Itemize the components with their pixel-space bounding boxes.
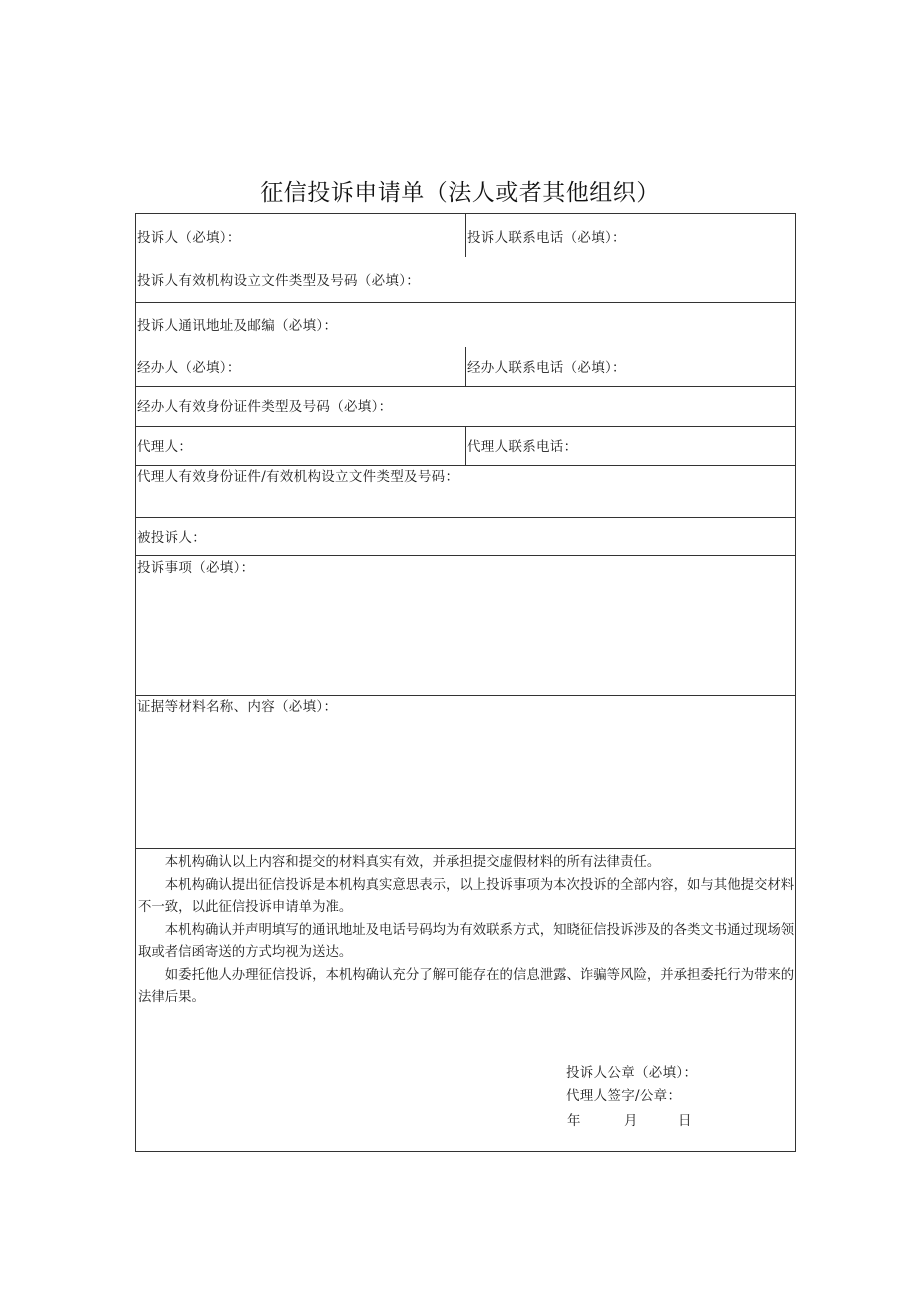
- respondent-field[interactable]: 被投诉人：: [137, 530, 206, 546]
- date-year[interactable]: 年: [567, 1113, 581, 1129]
- row-divider: [136, 517, 795, 518]
- declaration-paragraph: 本机构确认并声明填写的通讯地址及电话号码均为有效联系方式，知晓征信投诉涉及的各类文书通过现场领取或者信函寄送的方式均视为送达。: [138, 922, 795, 960]
- handler-field[interactable]: 经办人（必填）：: [137, 360, 241, 376]
- complaint-form: [135, 213, 796, 1152]
- declaration-paragraph: 本机构确认提出征信投诉是本机构真实意思表示，以上投诉事项为本次投诉的全部内容，如与其他提交材料不一致，以此征信投诉申请单为准。: [138, 877, 795, 915]
- agent-signature-field[interactable]: 代理人签字/公章：: [566, 1088, 682, 1104]
- complainant-phone-field[interactable]: 投诉人联系电话（必填）：: [467, 230, 626, 246]
- handler-phone-field[interactable]: 经办人联系电话（必填）：: [467, 360, 626, 376]
- complainant-field[interactable]: 投诉人（必填）：: [137, 230, 241, 246]
- handler-id-field[interactable]: 经办人有效身份证件类型及号码（必填）：: [137, 399, 393, 415]
- row-divider: [136, 695, 795, 696]
- declaration: [138, 852, 795, 1010]
- complainant-document-field[interactable]: 投诉人有效机构设立文件类型及号码（必填）：: [137, 273, 421, 289]
- column-divider: [465, 426, 466, 465]
- complainant-seal-field[interactable]: 投诉人公章（必填）：: [566, 1065, 698, 1081]
- complainant-address-field[interactable]: 投诉人通讯地址及邮编（必填）：: [137, 318, 338, 334]
- row-divider: [136, 386, 795, 387]
- declaration-paragraph: 本机构确认以上内容和提交的材料真实有效，并承担提交虚假材料的所有法律责任。: [164, 855, 661, 870]
- column-divider: [465, 214, 466, 257]
- date-month[interactable]: 月: [624, 1113, 638, 1129]
- row-divider: [136, 555, 795, 556]
- row-divider: [136, 302, 795, 303]
- agent-field[interactable]: 代理人：: [137, 439, 193, 455]
- column-divider: [465, 347, 466, 386]
- agent-phone-field[interactable]: 代理人联系电话：: [467, 439, 578, 455]
- evidence-field[interactable]: 证据等材料名称、内容（必填）：: [137, 699, 338, 715]
- date-day[interactable]: 日: [678, 1113, 692, 1129]
- page-title: 征信投诉申请单（法人或者其他组织）: [260, 180, 660, 206]
- row-divider: [136, 848, 795, 849]
- declaration-paragraph: 如委托他人办理征信投诉，本机构确认充分了解可能存在的信息泄露、诈骗等风险，并承担委托行为带来的法律后果。: [138, 967, 795, 1005]
- agent-id-field[interactable]: 代理人有效身份证件/有效机构设立文件类型及号码：: [137, 469, 460, 485]
- complaint-matters-field[interactable]: 投诉事项（必填）：: [137, 560, 255, 576]
- row-divider: [136, 465, 795, 466]
